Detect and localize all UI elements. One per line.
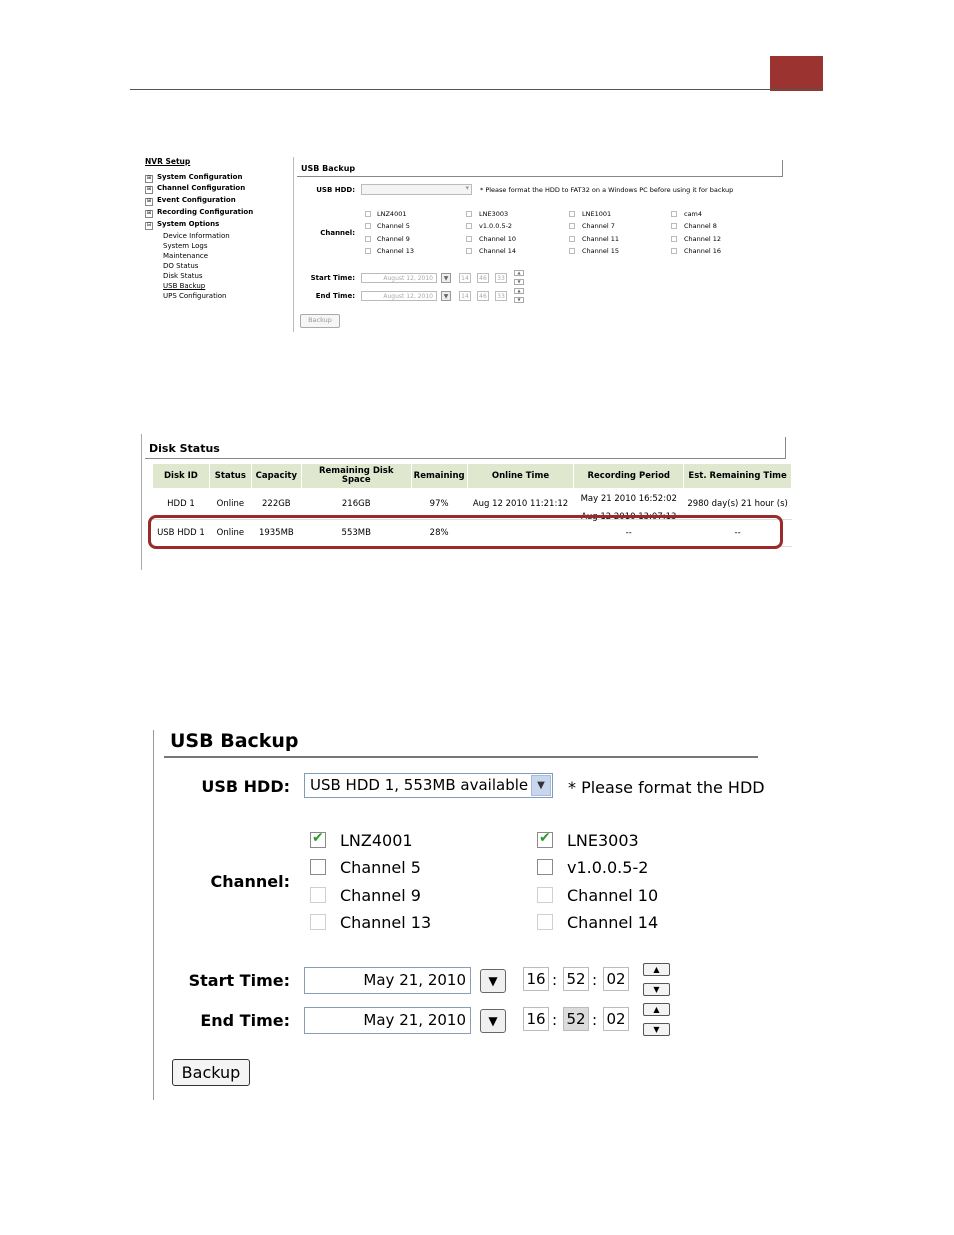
start-minute-input[interactable]: 52 [563,967,589,991]
tree-item-label: Event Configuration [157,196,236,204]
channel-label-15: Channel 15 [582,247,620,255]
column-header: Capacity [251,464,301,489]
end-down-arrow-icon[interactable]: ▼ [514,297,524,303]
channel-checkbox[interactable] [671,248,677,254]
recording-period-start: May 21 2010 16:52:02 [580,494,677,504]
end-second-input[interactable]: 02 [603,1007,629,1031]
column-header: Online Time [467,464,574,489]
backup-button[interactable]: Backup [172,1059,250,1086]
channel-label-16: Channel 16 [684,247,722,255]
channel-label-v1005: v1.0.0.5-2 [479,222,513,230]
start-date-input[interactable]: May 21, 2010 [304,967,471,994]
disk-status-title-text: Disk Status [149,442,220,455]
usb-hdd-select-value: USB HDD 1, 553MB available [310,776,529,794]
end-second-input[interactable]: 33 [495,291,507,301]
usb-hdd-select[interactable] [361,184,472,195]
start-down-arrow-icon[interactable]: ▼ [514,279,524,285]
usb-hdd-label: USB HDD: [201,777,290,796]
channel-checkbox-13 [310,914,326,930]
start-minute-input[interactable]: 46 [477,273,489,283]
channel-checkbox-14 [537,914,553,930]
chevron-down-icon[interactable]: ▼ [531,775,551,796]
channel-label-lnz4001: LNZ4001 [340,831,413,850]
channel-label-10: Channel 10 [567,886,659,905]
cell-online-time: Aug 12 2010 11:21:12 [467,489,574,520]
time-separator: : [592,1011,598,1029]
start-hour-input[interactable]: 16 [523,967,549,991]
section-title-text: USB Backup [301,164,356,173]
cell-est-remaining: -- [684,520,792,547]
channel-checkbox-v1005[interactable] [537,859,553,875]
tree-sub-ups-configuration[interactable]: UPS Configuration [163,292,227,300]
tree-sub-disk-status[interactable]: Disk Status [163,272,203,280]
channel-checkbox[interactable] [569,211,575,217]
cell-capacity: 222GB [251,489,301,520]
tree-sub-usb-backup[interactable]: USB Backup [163,282,206,290]
channel-label-cam4: cam4 [684,210,703,218]
column-header: Status [209,464,251,489]
tree-item-label: System Options [157,220,220,228]
start-up-arrow-icon[interactable]: ▲ [514,270,524,276]
section-title [164,728,758,758]
start-time-label: Start Time: [310,274,355,282]
cell-remaining: 97% [411,489,467,520]
channel-checkbox[interactable] [466,223,472,229]
channel-label-14: Channel 14 [567,913,659,932]
end-up-arrow-icon[interactable]: ▲ [643,1003,670,1016]
channel-checkbox-9 [310,887,326,903]
channel-label-10: Channel 10 [479,235,517,243]
tree-item-event-configuration[interactable] [145,196,236,206]
usb-hdd-label: USB HDD: [316,186,355,194]
channel-label-14: Channel 14 [479,247,517,255]
channel-label-5: Channel 5 [377,222,410,230]
tree-item-channel-configuration[interactable] [145,184,245,194]
tree-item-recording-configuration[interactable] [145,208,253,218]
start-time-label: Start Time: [188,971,290,990]
cell-remaining-space: 553MB [301,520,411,547]
channel-label-12: Channel 12 [684,235,722,243]
channel-checkbox-lne3003[interactable] [537,832,553,848]
channel-label-lne3003: LNE3003 [567,831,639,850]
channel-label-lne3003: LNE3003 [479,210,509,218]
expand-icon[interactable]: ⊞ [146,175,152,181]
time-separator: : [552,1011,558,1029]
section-title-text: USB Backup [170,730,299,752]
expand-icon[interactable]: ⊞ [146,186,152,192]
cell-recording-period: -- [574,520,684,547]
end-time-label: End Time: [315,292,355,300]
start-date-input[interactable]: August 12, 2010 [361,273,437,283]
channel-checkbox[interactable] [671,211,677,217]
channel-checkbox[interactable] [466,248,472,254]
channel-label-8: Channel 8 [684,222,717,230]
collapse-icon[interactable]: ⊟ [146,222,152,228]
cell-capacity: 1935MB [251,520,301,547]
tree-sub-maintenance[interactable]: Maintenance [163,252,209,260]
start-second-input[interactable]: 33 [495,273,507,283]
channel-label-5: Channel 5 [340,858,421,877]
channel-checkbox-10 [537,887,553,903]
start-hour-input[interactable]: 14 [459,273,471,283]
end-time-label: End Time: [200,1011,290,1030]
channel-label-13: Channel 13 [377,247,415,255]
cell-est-remaining: 2980 day(s) 21 hour (s) [684,489,792,520]
end-date-dropdown-icon[interactable]: ▼ [441,291,451,301]
channel-label-v1005: v1.0.0.5-2 [567,858,649,877]
channel-checkbox[interactable] [569,223,575,229]
tree-item-system-options[interactable] [145,220,219,230]
time-separator: : [552,971,558,989]
page-header-accent [770,56,823,91]
tree-sub-device-information[interactable]: Device Information [163,232,230,240]
page-header-rule [130,89,823,90]
start-up-arrow-icon[interactable]: ▲ [643,963,670,976]
start-down-arrow-icon[interactable]: ▼ [643,983,670,996]
tree-item-label: Channel Configuration [157,184,246,192]
tree-sub-do-status[interactable]: DO Status [163,262,199,270]
start-second-input[interactable]: 02 [603,967,629,991]
end-down-arrow-icon[interactable]: ▼ [643,1023,670,1036]
table-header-row [153,464,792,489]
channel-label-7: Channel 7 [582,222,615,230]
end-date-input[interactable]: August 12, 2010 [361,291,437,301]
channel-checkbox[interactable] [466,236,472,242]
usb-hdd-select[interactable] [304,773,553,798]
channel-checkbox[interactable] [365,236,371,242]
cell-disk-id: USB HDD 1 [153,520,210,547]
tree-title-nvr-setup[interactable]: NVR Setup [145,157,191,166]
tree-sub-system-logs[interactable]: System Logs [163,242,208,250]
channel-label-11: Channel 11 [582,235,620,243]
cell-disk-id: HDD 1 [153,489,210,520]
start-date-dropdown-icon[interactable]: ▼ [441,273,451,283]
channel-label: Channel: [320,229,355,237]
channel-checkbox[interactable] [466,211,472,217]
column-header: Est. Remaining Time [684,464,792,489]
expand-icon[interactable]: ⊞ [146,198,152,204]
divider [141,434,142,570]
end-minute-input[interactable]: 52 [563,1007,589,1031]
channel-label-13: Channel 13 [340,913,432,932]
channel-label: Channel: [210,872,290,891]
channel-checkbox-5[interactable] [310,859,326,875]
end-minute-input[interactable]: 46 [477,291,489,301]
end-hour-input[interactable]: 14 [459,291,471,301]
tree-item-label: System Configuration [157,173,243,181]
channel-label-lnz4001: LNZ4001 [377,210,407,218]
channel-checkbox[interactable] [365,223,371,229]
end-date-dropdown-icon[interactable]: ▼ [480,1009,506,1033]
end-date-input[interactable]: May 21, 2010 [304,1007,471,1034]
tree-item-label: Recording Configuration [157,208,254,216]
channel-label-9: Channel 9 [377,235,410,243]
channel-checkbox[interactable] [569,248,575,254]
backup-button[interactable]: Backup [300,314,340,328]
section-title [297,160,783,177]
channel-checkbox[interactable] [671,236,677,242]
end-up-arrow-icon[interactable]: ▲ [514,288,524,294]
usb-hdd-row-highlight [148,515,783,549]
column-header: Remaining Disk Space [301,464,411,489]
channel-checkbox[interactable] [671,223,677,229]
channel-checkbox-lnz4001[interactable] [310,832,326,848]
cell-remaining: 28% [411,520,467,547]
format-note: * Please format the HDD to FAT32 on a Windows PC before using it for backup [480,186,734,194]
column-header: Disk ID [153,464,210,489]
disk-status-title [145,437,786,459]
end-hour-input[interactable]: 16 [523,1007,549,1031]
cell-remaining-space: 216GB [301,489,411,520]
expand-icon[interactable]: ⊞ [146,210,152,216]
format-note: * Please format the HDD [568,778,765,797]
channel-checkbox[interactable] [365,211,371,217]
channel-checkbox[interactable] [365,248,371,254]
divider [293,157,294,332]
column-header: Recording Period [574,464,684,489]
start-date-dropdown-icon[interactable]: ▼ [480,969,506,993]
cell-status: Online [209,520,251,547]
cell-status: Online [209,489,251,520]
time-separator: : [592,971,598,989]
channel-checkbox[interactable] [569,236,575,242]
channel-label-lne1001: LNE1001 [582,210,612,218]
channel-label-9: Channel 9 [340,886,421,905]
tree-item-system-configuration[interactable] [145,173,242,183]
column-header: Remaining [411,464,467,489]
recording-period-end: Aug 12 2010 13:07:13 [581,512,677,522]
recording-period-clip [576,494,682,522]
